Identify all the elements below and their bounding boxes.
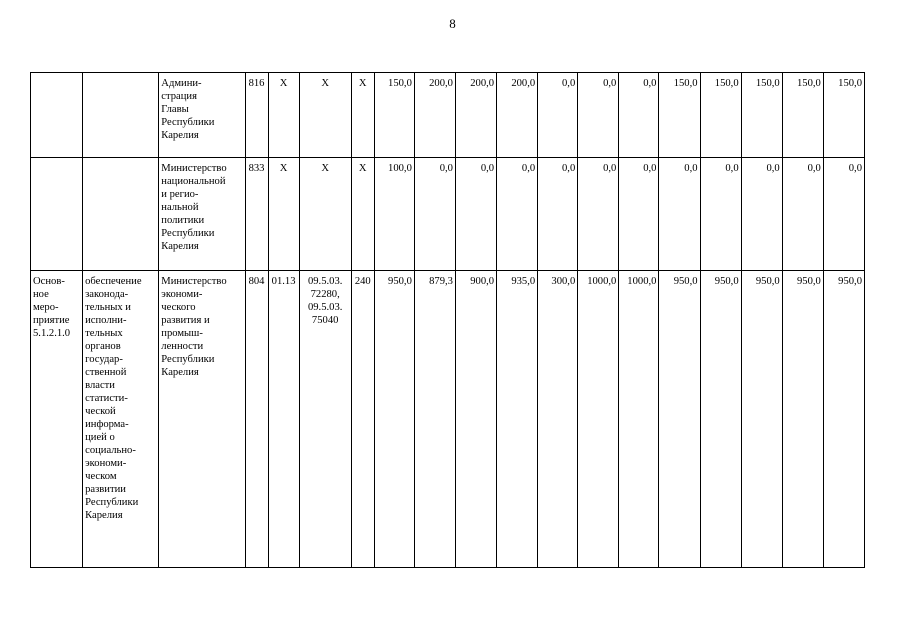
status-cell: [31, 73, 83, 158]
csr-cell-line: 09.5.03.: [307, 302, 343, 313]
name-cell-line: развитии: [85, 484, 126, 495]
csr-cell-line: 75040: [311, 315, 339, 326]
value-cell: 150,0: [823, 73, 864, 158]
name-cell-line: обеспечение: [85, 276, 142, 287]
value-cell: 950,0: [374, 271, 414, 568]
csr-cell-line: X: [321, 163, 329, 174]
name-cell-line: социально-: [85, 445, 136, 456]
value-cell: 0,0: [455, 158, 496, 271]
name-cell-line: власти: [85, 380, 115, 391]
executor-cell-line: Республики: [161, 228, 215, 239]
value-cell: 0,0: [782, 158, 823, 271]
value-cell: 0,0: [823, 158, 864, 271]
status-cell-line: меро-: [33, 302, 59, 313]
grbs-cell: 816: [245, 73, 268, 158]
vr-cell: 240: [351, 271, 374, 568]
rzpr-cell: X: [268, 158, 299, 271]
page-number: 8: [449, 16, 456, 31]
value-cell: 0,0: [619, 73, 659, 158]
executor-cell-line: Министерство: [161, 276, 227, 287]
rzpr-cell: 01.13: [268, 271, 299, 568]
name-cell: [83, 73, 159, 158]
name-cell-line: ческой: [85, 406, 116, 417]
value-cell: 200,0: [497, 73, 538, 158]
value-cell: 0,0: [700, 158, 741, 271]
value-cell: 0,0: [414, 158, 455, 271]
value-cell: 150,0: [700, 73, 741, 158]
status-cell: [31, 271, 83, 568]
name-cell-line: информа-: [85, 419, 129, 430]
value-cell: 150,0: [659, 73, 700, 158]
executor-cell-line: Главы: [161, 104, 189, 115]
executor-cell-line: развития и: [161, 315, 210, 326]
value-cell: 0,0: [578, 158, 619, 271]
value-cell: 950,0: [659, 271, 700, 568]
executor-cell-line: Карелия: [161, 367, 199, 378]
executor-cell-line: национальной: [161, 176, 226, 187]
value-cell: 0,0: [659, 158, 700, 271]
value-cell: 0,0: [578, 73, 619, 158]
value-cell: 100,0: [374, 158, 414, 271]
csr-cell-line: X: [321, 78, 329, 89]
budget-table: [30, 72, 865, 568]
value-cell: 0,0: [741, 158, 782, 271]
name-cell-line: тельных: [85, 328, 123, 339]
table-row: [31, 73, 865, 158]
name-cell-line: исполни-: [85, 315, 127, 326]
csr-cell-line: 09.5.03.: [307, 276, 343, 287]
executor-cell-line: Карелия: [161, 241, 199, 252]
csr-cell: [299, 271, 351, 568]
executor-cell-line: и регио-: [161, 189, 199, 200]
name-cell-line: статисти-: [85, 393, 128, 404]
executor-cell-line: экономи-: [161, 289, 203, 300]
status-cell: [31, 158, 83, 271]
name-cell-line: органов: [85, 341, 121, 352]
vr-cell: X: [351, 158, 374, 271]
executor-cell: [159, 73, 245, 158]
name-cell-line: экономи-: [85, 458, 127, 469]
value-cell: 950,0: [823, 271, 864, 568]
value-cell: 300,0: [538, 271, 578, 568]
executor-cell-line: страция: [161, 91, 197, 102]
status-cell-line: приятие: [33, 315, 70, 326]
value-cell: 200,0: [414, 73, 455, 158]
name-cell-line: законода-: [85, 289, 129, 300]
executor-cell-line: ческого: [161, 302, 196, 313]
value-cell: 200,0: [455, 73, 496, 158]
name-cell-line: тельных и: [85, 302, 131, 313]
value-cell: 150,0: [741, 73, 782, 158]
csr-cell: [299, 158, 351, 271]
name-cell: [83, 158, 159, 271]
executor-cell-line: Республики: [161, 117, 215, 128]
executor-cell-line: Республики: [161, 354, 215, 365]
name-cell-line: государ-: [85, 354, 123, 365]
name-cell-line: ственной: [85, 367, 127, 378]
executor-cell-line: Админи-: [161, 78, 202, 89]
name-cell-line: Карелия: [85, 510, 123, 521]
name-cell-line: Республики: [85, 497, 139, 508]
value-cell: 950,0: [782, 271, 823, 568]
value-cell: 935,0: [497, 271, 538, 568]
value-cell: 0,0: [538, 73, 578, 158]
value-cell: 900,0: [455, 271, 496, 568]
grbs-cell: 804: [245, 271, 268, 568]
value-cell: 150,0: [374, 73, 414, 158]
vr-cell: X: [351, 73, 374, 158]
table-row: [31, 271, 865, 568]
rzpr-cell: X: [268, 73, 299, 158]
executor-cell-line: ленности: [161, 341, 204, 352]
name-cell: [83, 271, 159, 568]
table-row: [31, 158, 865, 271]
executor-cell-line: нальной: [161, 202, 199, 213]
executor-cell: [159, 271, 245, 568]
executor-cell-line: Карелия: [161, 130, 199, 141]
status-cell-line: Основ-: [33, 276, 65, 287]
name-cell-line: цией о: [85, 432, 115, 443]
csr-cell: [299, 73, 351, 158]
value-cell: 950,0: [700, 271, 741, 568]
status-cell-line: 5.1.2.1.0: [33, 328, 71, 339]
executor-cell-line: промыш-: [161, 328, 203, 339]
value-cell: 1000,0: [619, 271, 659, 568]
value-cell: 0,0: [497, 158, 538, 271]
executor-cell-line: Министерство: [161, 163, 227, 174]
value-cell: 1000,0: [578, 271, 619, 568]
executor-cell-line: политики: [161, 215, 205, 226]
name-cell-line: ческом: [85, 471, 117, 482]
value-cell: 879,3: [414, 271, 455, 568]
grbs-cell: 833: [245, 158, 268, 271]
value-cell: 150,0: [782, 73, 823, 158]
csr-cell-line: 72280,: [310, 289, 340, 300]
executor-cell: [159, 158, 245, 271]
value-cell: 0,0: [619, 158, 659, 271]
value-cell: 950,0: [741, 271, 782, 568]
status-cell-line: ное: [33, 289, 49, 300]
value-cell: 0,0: [538, 158, 578, 271]
